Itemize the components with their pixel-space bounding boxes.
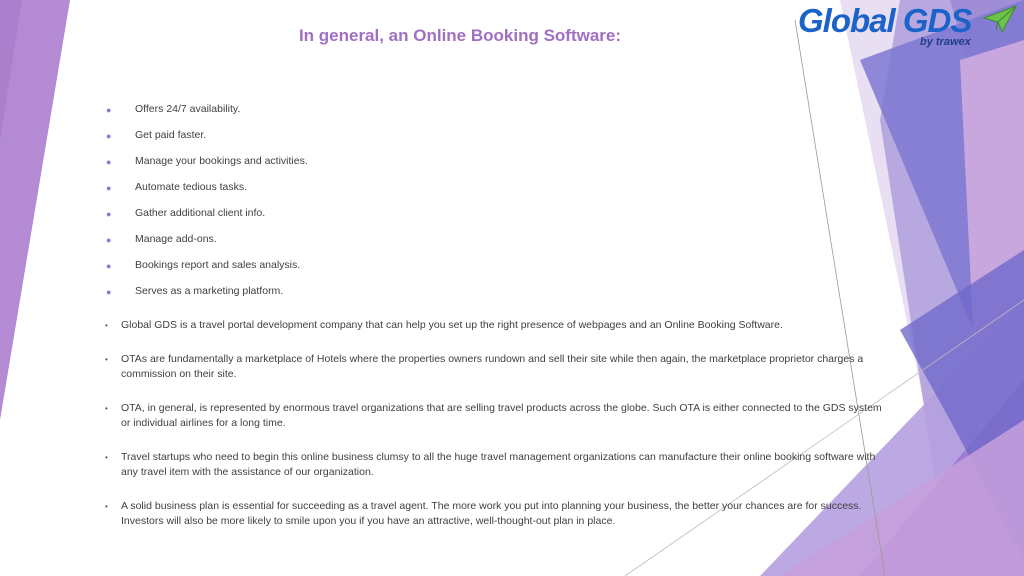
- paper-plane-icon: [982, 4, 1018, 34]
- bullet-icon: •: [105, 453, 108, 462]
- list-item: • A solid business plan is essential for succeeding as a travel agent. The more work you put into planning your business, the better your chances are for success. Investors will also be more likely to smile upon you if you have an attractive, well-thought-out plan in place.: [105, 500, 862, 527]
- bullet-icon: ●: [106, 287, 112, 297]
- bullet-icon: •: [105, 502, 108, 511]
- logo-tagline: by trawex: [920, 36, 971, 48]
- global-gds-logo: [794, 2, 1022, 52]
- paragraph-list: [104, 318, 884, 529]
- list-item: • Global GDS is a travel portal development company that can help you set up the right presence of webpages and an Online Booking Software.: [105, 319, 783, 331]
- bullet-icon: •: [105, 355, 108, 364]
- bullet-icon: •: [105, 404, 108, 413]
- bullet-icon: ●: [106, 157, 112, 167]
- slide-title: In general, an Online Booking Software:: [298, 26, 622, 45]
- list-item: • OTA, in general, is represented by enormous travel organizations that are selling travel products across the globe. Such OTA is either connected to the GDS system or individual airlines for a long time.: [105, 402, 882, 429]
- list-item: • Travel startups who need to begin this online business clumsy to all the huge travel management organizations can manufacture their online booking software with any travel item with the assistance of our organization.: [105, 451, 876, 478]
- bullet-icon: ●: [106, 235, 112, 245]
- bullet-icon: ●: [106, 131, 112, 141]
- bullet-icon: ●: [106, 261, 112, 271]
- bullet-icon: ●: [106, 183, 112, 193]
- logo-brand-text: Global GDS: [798, 2, 972, 39]
- bullet-icon: ●: [106, 105, 112, 115]
- bullet-icon: •: [105, 321, 108, 330]
- bullet-icon: ●: [106, 209, 112, 219]
- list-item: • OTAs are fundamentally a marketplace of Hotels where the properties owners rundown and sell their site while then again, the marketplace proprietor charges a commission on their site.: [105, 353, 864, 380]
